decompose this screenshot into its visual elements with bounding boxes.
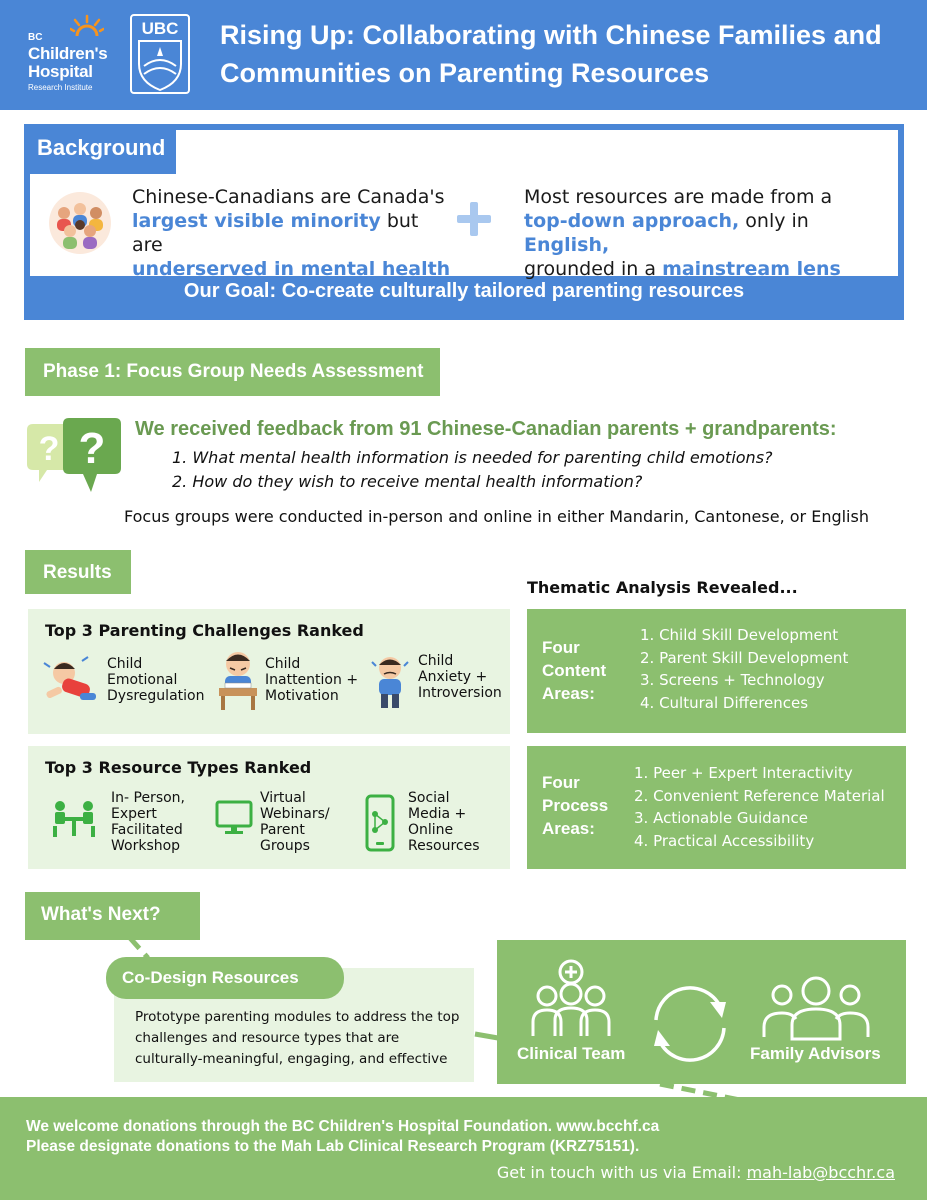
crowd-icon [48, 191, 112, 255]
process-areas-list [634, 762, 885, 852]
phase1-tab: Phase 1: Focus Group Needs Assessment [25, 348, 440, 396]
resource-3-line4: Resources [408, 838, 480, 854]
logo-bc-text: BC [28, 32, 43, 43]
svg-text:?: ? [78, 424, 106, 473]
resource-2-line3: Parent [260, 822, 305, 838]
bg-right-t2: only in [739, 210, 809, 232]
logo-line2: Hospital [28, 62, 93, 81]
title-line1: Rising Up: Collaborating with Chinese Families and [220, 20, 882, 50]
resource-1-line3: Facilitated [111, 822, 183, 838]
anxious-child-icon [368, 652, 412, 710]
content-area-1: 1. Child Skill Development [640, 626, 839, 644]
clinical-team-icon [525, 958, 617, 1040]
resource-2-line4: Groups [260, 838, 310, 854]
bg-right-highlight1: top-down approach, [524, 210, 740, 232]
content-areas-label [542, 636, 606, 705]
focus-group-note: Focus groups were conducted in-person and online in either Mandarin, Cantonese, or English [124, 507, 869, 526]
resource-3-line2: Media + [408, 806, 467, 822]
resource-2-line1: Virtual [260, 790, 306, 806]
title-line2: Communities on Parenting Resources [220, 58, 710, 88]
bg-right-t1: Most resources are made from a [524, 186, 833, 208]
bg-left-t1: Chinese-Canadians are Canada's [132, 186, 445, 208]
computer-monitor-icon [215, 800, 253, 836]
contact-line [497, 1163, 895, 1182]
challenge-1-line3: Dysregulation [107, 688, 205, 704]
resource-1-text [111, 790, 185, 854]
designation-line: Please designate donations to the Mah Lab Clinical Research Program (KRZ75151). [26, 1138, 640, 1155]
codesign-description: Prototype parenting modules to address the top challenges and resource types that are culturally-meaningful, engaging, and effective [135, 1009, 460, 1067]
process-label-line3: Areas: [542, 819, 595, 838]
goal-statement: Our Goal: Co-create culturally tailored parenting resources [183, 280, 745, 302]
resource-2-line2: Webinars/ [260, 806, 330, 822]
feedback-heading: We received feedback from 91 Chinese-Canadian parents + grandparents: [135, 418, 837, 440]
question-1: 1. What mental health information is needed for parenting child emotions? [172, 448, 773, 467]
resource-3-line1: Social [408, 790, 450, 806]
page-title [220, 16, 910, 92]
bg-left-highlight1: largest visible minority [132, 210, 381, 232]
tantrum-child-icon [42, 655, 100, 707]
content-label-line2: Content [542, 661, 607, 680]
logo-line1: Children's [28, 44, 108, 63]
background-tab: Background [24, 124, 176, 172]
challenge-2-line1: Child [265, 656, 301, 672]
results-tab: Results [25, 550, 131, 594]
challenge-3-line2: Anxiety + [418, 669, 488, 685]
resource-3-line3: Online [408, 822, 454, 838]
content-areas-list [640, 624, 848, 714]
plus-icon [455, 200, 493, 238]
contact-prefix: Get in touch with us via Email: [496, 1163, 747, 1182]
process-area-4: 4. Practical Accessibility [634, 831, 815, 850]
process-area-2: 2. Convenient Reference Material [634, 786, 885, 805]
bg-left-t2: but are [132, 210, 419, 256]
resource-1-line1: In- Person, [111, 790, 185, 806]
ubc-text: UBC [141, 19, 179, 38]
family-advisors-icon [760, 975, 872, 1041]
email-link[interactable]: mah-lab@bcchr.ca [746, 1163, 895, 1182]
challenge-1-line1: Child [107, 656, 143, 672]
content-area-2: 2. Parent Skill Development [640, 648, 849, 667]
thematic-analysis-title: Thematic Analysis Revealed... [527, 578, 798, 597]
background-right-text [524, 185, 884, 281]
challenge-3-line1: Child [418, 653, 454, 669]
challenge-2-line3: Motivation [265, 688, 339, 704]
resource-2-text [260, 790, 330, 854]
cycle-arrows-icon [640, 980, 740, 1068]
sun-icon [70, 14, 104, 38]
smartphone-network-icon [365, 794, 395, 852]
codesign-title: Co-Design Resources [106, 957, 344, 999]
process-areas-label [542, 771, 608, 840]
background-tab-spacer [176, 130, 898, 174]
content-area-4: 4. Cultural Differences [640, 693, 809, 712]
challenge-2-text [265, 656, 358, 704]
question-marks-icon [25, 418, 125, 496]
clinical-team-label: Clinical Team [517, 1044, 626, 1063]
bg-right-t3: grounded in a [524, 258, 663, 280]
challenge-2-line2: Inattention + [265, 672, 359, 688]
resource-1-line2: Expert [111, 806, 157, 822]
resource-types-title: Top 3 Resource Types Ranked [45, 758, 312, 777]
challenges-title: Top 3 Parenting Challenges Ranked [45, 621, 364, 640]
challenge-1-text [107, 656, 204, 704]
bg-right-highlight2: English, [524, 234, 610, 256]
challenge-3-text [418, 653, 502, 701]
resource-3-text [408, 790, 480, 854]
distracted-child-icon [217, 648, 259, 710]
content-label-line3: Areas: [542, 684, 595, 703]
donation-line: We welcome donations through the BC Children's Hospital Foundation. www.bcchf.ca [26, 1118, 660, 1135]
content-area-3: 3. Screens + Technology [640, 671, 825, 689]
bg-right-highlight3: mainstream lens [662, 258, 841, 280]
logo-line3: Research Institute [28, 83, 93, 92]
workshop-meeting-icon [50, 800, 98, 838]
question-2: 2. How do they wish to receive mental health information? [172, 472, 643, 491]
content-label-line1: Four [542, 638, 580, 657]
family-advisors-label: Family Advisors [750, 1044, 881, 1063]
background-left-text [132, 185, 452, 281]
ubc-logo [130, 14, 190, 94]
bc-childrens-hospital-logo [28, 18, 123, 96]
process-label-line1: Four [542, 773, 580, 792]
bg-left-highlight2: underserved in mental health [132, 258, 451, 280]
resource-1-line4: Workshop [111, 838, 181, 854]
challenge-1-line2: Emotional [107, 672, 178, 688]
whats-next-tab: What's Next? [25, 892, 200, 940]
process-area-1: 1. Peer + Expert Interactivity [634, 764, 853, 782]
process-label-line2: Process [542, 796, 609, 815]
challenge-3-line3: Introversion [418, 685, 502, 701]
svg-text:?: ? [38, 430, 60, 468]
process-area-3: 3. Actionable Guidance [634, 809, 808, 827]
